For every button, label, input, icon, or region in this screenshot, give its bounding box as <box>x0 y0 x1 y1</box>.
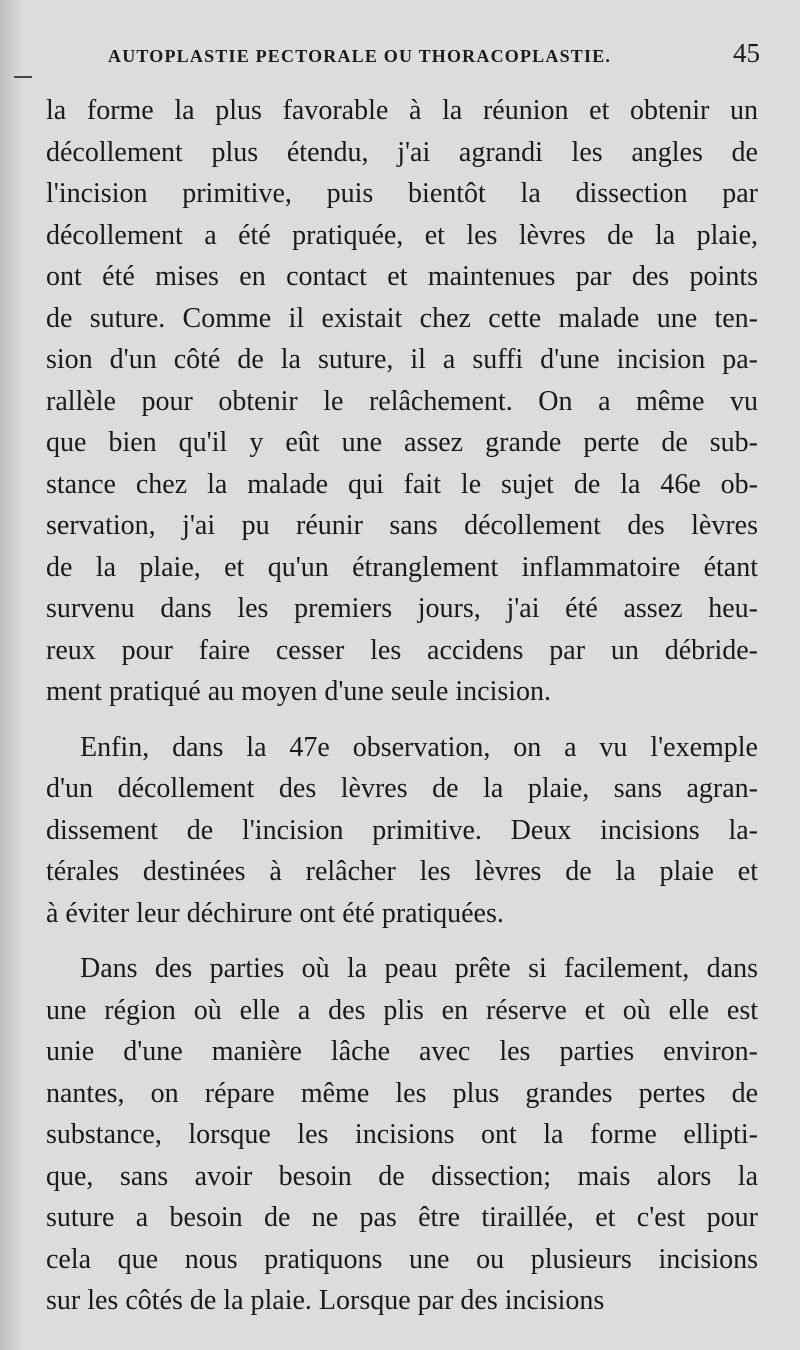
text-line: cela que nous pratiquons une ou plusieurs incisions <box>46 1243 758 1275</box>
text-line: stance chez la malade qui fait le sujet de la 46e ob- <box>46 468 758 500</box>
text-line: décollement a été pratiquée, et les lèvres de la plaie, <box>46 219 758 251</box>
text-line: ment pratiqué au moyen d'une seule incision. <box>46 676 552 707</box>
text-line: décollement plus étendu, j'ai agrandi les angles de <box>46 136 758 168</box>
text-line: d'un décollement des lèvres de la plaie, sans agran- <box>46 773 758 804</box>
text-line: unie d'une manière lâche avec les parties environ- <box>46 1036 758 1067</box>
text-line: suture a besoin de ne pas être tiraillée, et c'est pour <box>46 1202 758 1233</box>
page-header <box>0 38 760 78</box>
running-title: AUTOPLASTIE PECTORALE OU THORACOPLASTIE. <box>108 46 612 66</box>
page-number: 45 <box>733 38 760 68</box>
paragraph <box>46 948 758 1322</box>
text-line: ont été mises en contact et maintenues par des points <box>46 261 758 292</box>
text-line: sur les côtés de la plaie. Lorsque par des incisions <box>46 1285 605 1316</box>
text-line: de la plaie, et qu'un étranglement inflammatoire étant <box>46 551 758 583</box>
text-line: survenu dans les premiers jours, j'ai été assez heu- <box>46 593 758 624</box>
text-line: dissement de l'incision primitive. Deux incisions la- <box>46 814 758 846</box>
text-line: la forme la plus favorable à la réunion et obtenir un <box>46 95 758 126</box>
text-line: que bien qu'il y eût une assez grande perte de sub- <box>46 427 758 458</box>
text-line: rallèle pour obtenir le relâchement. On a même vu <box>46 385 758 417</box>
text-line: à éviter leur déchirure ont été pratiquées. <box>46 897 504 929</box>
paragraph <box>46 727 758 935</box>
text-line: reux pour faire cesser les accidens par un débride- <box>46 634 758 666</box>
text-line: substance, lorsque les incisions ont la forme ellipti- <box>46 1119 758 1150</box>
text-line: une région où elle a des plis en réserve et où elle est <box>46 994 758 1026</box>
text-line: l'incision primitive, puis bientôt la dissection par <box>46 178 758 209</box>
text-line: térales destinées à relâcher les lèvres de la plaie et <box>46 856 758 887</box>
text-line: de suture. Comme il existait chez cette malade une ten- <box>46 302 758 334</box>
text-line: Dans des parties où la peau prête si facilement, dans <box>80 953 758 984</box>
body-text <box>46 90 758 1322</box>
text-line: servation, j'ai pu réunir sans décollement des lèvres <box>46 510 758 541</box>
text-line: nantes, on répare même les plus grandes pertes de <box>46 1077 758 1109</box>
paragraph <box>46 90 758 713</box>
text-line: sion d'un côté de la suture, il a suffi d'une incision pa- <box>46 344 758 375</box>
text-line: Enfin, dans la 47e observation, on a vu l'exemple <box>80 731 758 763</box>
text-line: que, sans avoir besoin de dissection; mais alors la <box>46 1160 758 1192</box>
